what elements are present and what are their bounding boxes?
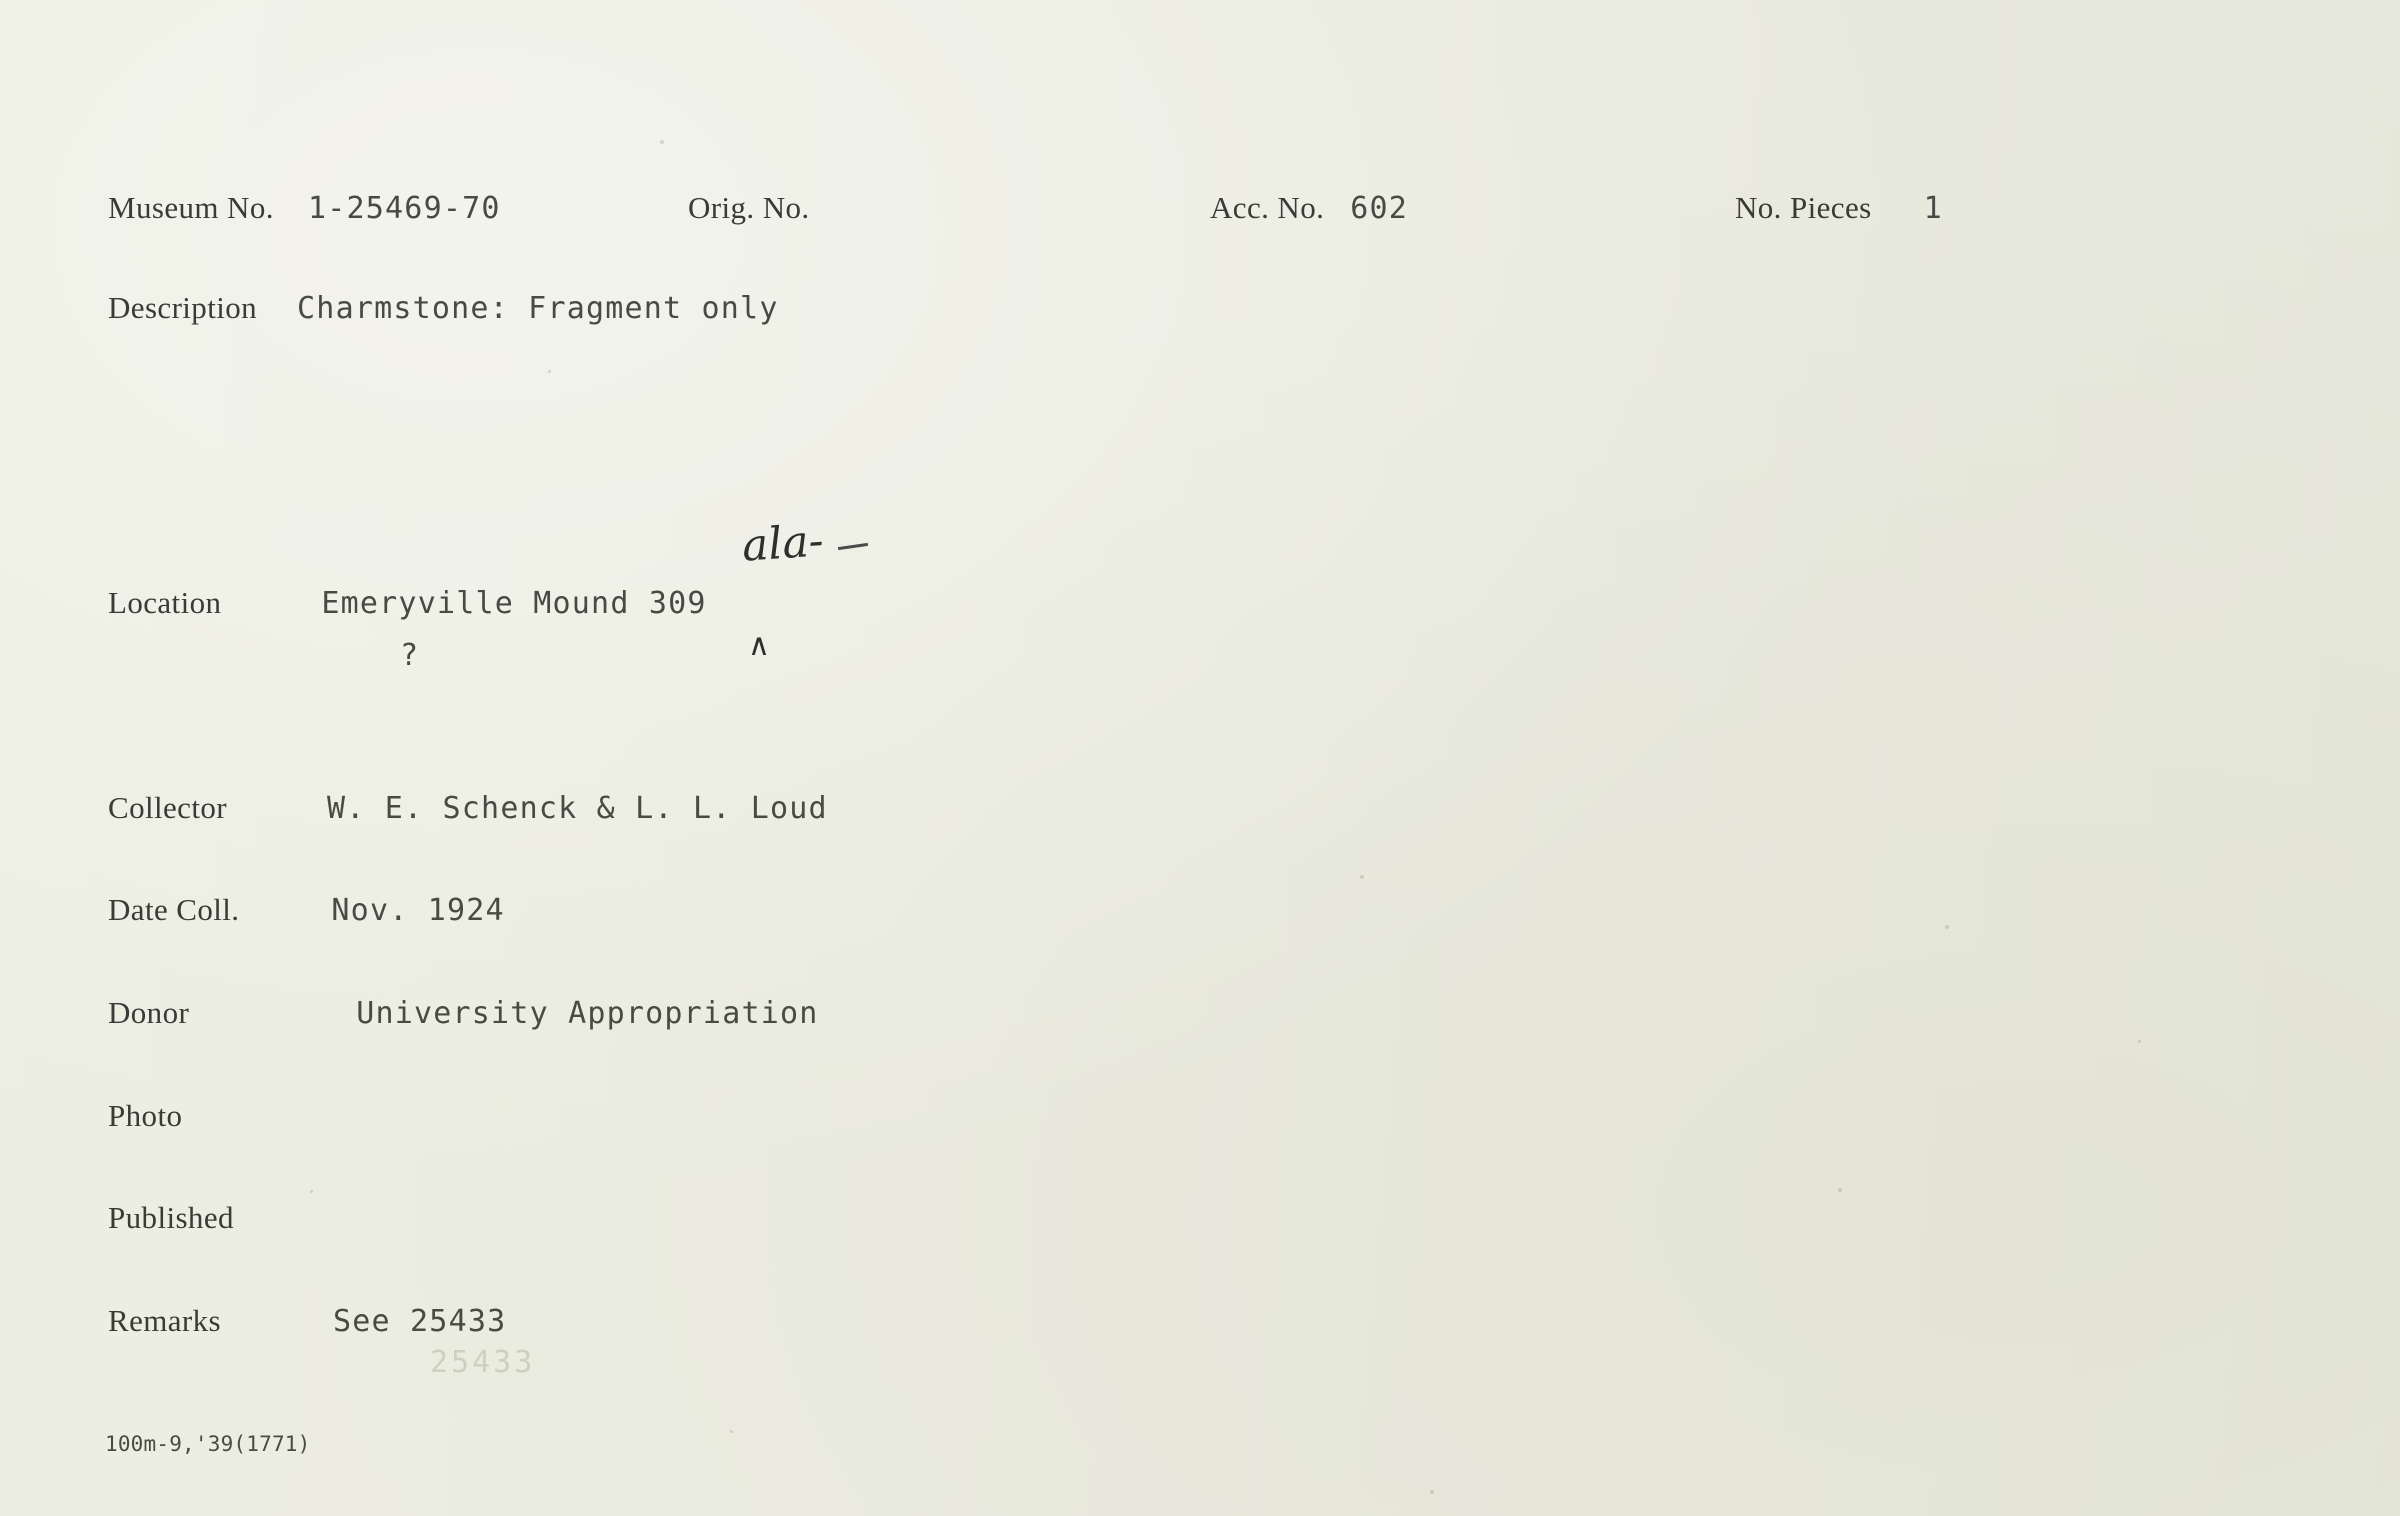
donor-value: University Appropriation xyxy=(356,996,819,1031)
description-label: Description xyxy=(108,290,258,325)
field-orig-no xyxy=(688,190,810,226)
published-label: Published xyxy=(108,1200,234,1235)
field-remarks xyxy=(108,1303,506,1339)
location-value-second-line: ? xyxy=(400,638,420,673)
paper-speck xyxy=(1838,1188,1842,1192)
paper-speck xyxy=(2138,1040,2141,1043)
donor-label: Donor xyxy=(108,995,190,1030)
field-no-pieces xyxy=(1735,190,1943,226)
handwritten-dash-mark xyxy=(838,543,868,550)
collector-label: Collector xyxy=(108,790,227,825)
field-description xyxy=(108,290,779,326)
location-value: Emeryville Mound 309 xyxy=(321,586,707,621)
orig-no-label: Orig. No. xyxy=(688,190,810,225)
field-location xyxy=(108,585,707,621)
footer-print-code-row xyxy=(105,1432,311,1456)
date-coll-value: Nov. 1924 xyxy=(331,893,505,928)
handwritten-caret-mark: ∧ xyxy=(748,628,770,663)
location-label: Location xyxy=(108,585,222,620)
museum-no-value: 1-25469-70 xyxy=(308,191,501,226)
field-acc-no xyxy=(1210,190,1408,226)
ghost-impression-text: 25433 xyxy=(430,1345,536,1380)
paper-speck xyxy=(548,370,551,373)
field-photo xyxy=(108,1098,182,1134)
no-pieces-value: 1 xyxy=(1923,191,1943,226)
remarks-value: See 25433 xyxy=(333,1304,507,1339)
paper-speck xyxy=(730,1430,733,1433)
photo-label: Photo xyxy=(108,1098,183,1133)
field-collector xyxy=(108,790,828,826)
date-coll-label: Date Coll. xyxy=(108,892,240,927)
no-pieces-label: No. Pieces xyxy=(1735,190,1872,225)
acc-no-label: Acc. No. xyxy=(1210,190,1325,225)
location-value-second-line-row xyxy=(400,638,419,673)
description-value: Charmstone: Fragment only xyxy=(297,291,779,326)
footer-print-code: 100m-9,'39(1771) xyxy=(105,1432,311,1456)
handwritten-location-annotation: ala- xyxy=(740,515,826,572)
collector-value: W. E. Schenck & L. L. Loud xyxy=(326,791,828,826)
field-published xyxy=(108,1200,234,1236)
acc-no-value: 602 xyxy=(1350,191,1409,226)
paper-speck xyxy=(1360,875,1364,879)
paper-speck xyxy=(660,140,664,144)
remarks-label: Remarks xyxy=(108,1303,221,1338)
field-date-coll xyxy=(108,892,505,928)
museum-no-label: Museum No. xyxy=(108,190,274,225)
field-donor xyxy=(108,995,819,1031)
paper-speck xyxy=(1945,925,1949,929)
field-museum-no xyxy=(108,190,501,226)
paper-speck xyxy=(310,1190,313,1193)
paper-speck xyxy=(1430,1490,1434,1494)
